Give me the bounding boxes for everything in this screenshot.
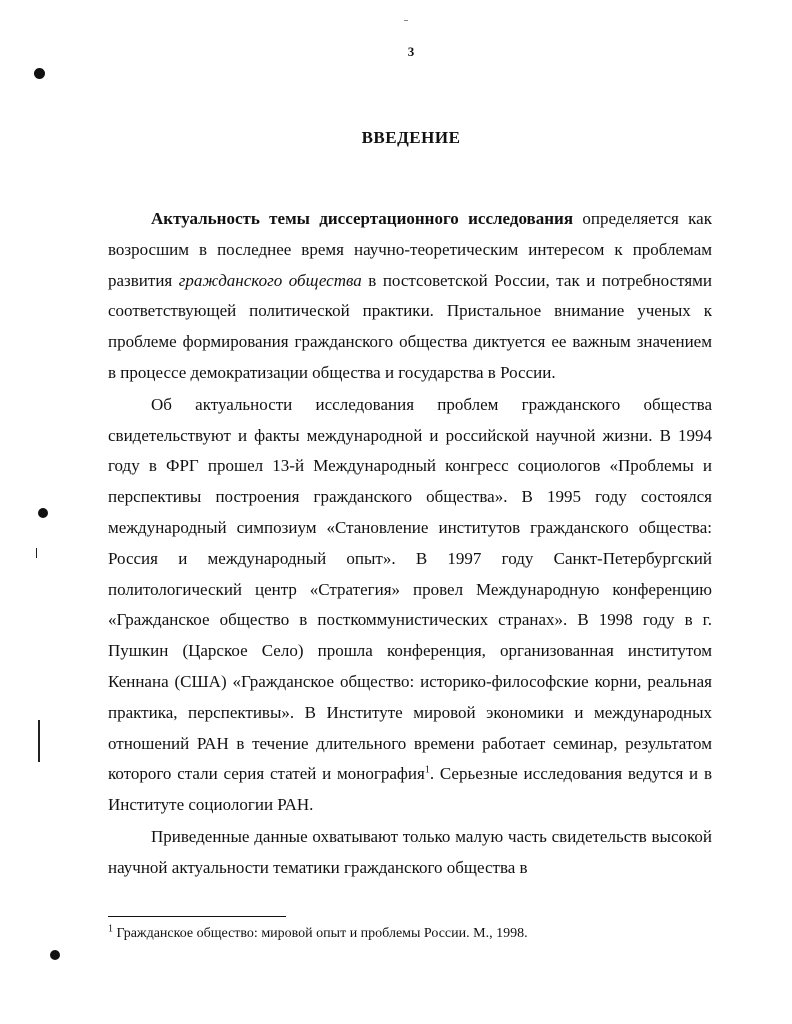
body-text	[108, 204, 712, 884]
paragraph-scientific-events	[108, 390, 712, 821]
paragraph-relevance-part2: в постсоветской России, так и потребностями соответствующей политической практики. Пристальное внимание ученых к проблеме формирования гражданского общества диктуется ее важным значением в процессе демократизации общества и государства в России.	[108, 270, 713, 382]
paragraph-relevance	[108, 204, 712, 389]
paragraph-relevance-part1: определяется как возросшим в последнее время научно-теоретическим интересом к проблемам развития	[108, 209, 712, 290]
scan-margin-line	[38, 720, 40, 762]
paragraph-summary-text: Приведенные данные охватывают только малую часть свидетельств высокой научной актуальности тематики гражданского общества в	[108, 826, 712, 877]
scan-top-tick	[404, 20, 408, 21]
footnote-divider	[108, 916, 286, 917]
footnote	[108, 923, 528, 942]
page-number: 3	[407, 44, 415, 59]
scan-punch-hole-top	[34, 68, 45, 79]
paragraph-events-text: Об актуальности исследования проблем гражданского общества свидетельствуют и факты международной и российской научной жизни. В 1994 году в ФРГ прошел 13-й Международный конгресс социологов «Проблемы и перспективы построения гражданского общества». В 1995 году состоялся международный симпозиум «Становление институтов гражданского общества: Россия и международный опыт». В 1997 году Санкт-Петербургский политологический центр «Стратегия» провел Международную конференцию «Гражданское общество в посткоммунистических странах». В 1998 году в г. Пушкин (Царское Село) прошла конференция, организованная институтом Кеннана (США) «Гражданское общество: историко-философские корни, реальная практика, перспективы». В Институте мировой экономики и международных отношений РАН в течение длительного времени работает семинар, результатом которого стали серия статей и монография	[108, 394, 712, 784]
paragraph-summary	[108, 822, 712, 884]
scan-punch-hole-middle	[38, 508, 48, 518]
footnote-ref: 1	[424, 764, 430, 776]
scan-margin-tick	[36, 548, 37, 558]
relevance-lead: Актуальность темы диссертационного исследования	[151, 209, 574, 228]
page-title: ВВЕДЕНИЕ	[361, 128, 461, 147]
footnote-text: Гражданское общество: мировой опыт и проблемы России. М., 1998.	[113, 926, 528, 941]
civil-society-term: гражданского общества	[178, 270, 362, 290]
paragraph-events-text-after: . Серьезные исследования ведутся и в Институте социологии РАН.	[108, 764, 712, 815]
scan-punch-hole-bottom	[50, 950, 60, 960]
footnote-marker: 1	[108, 923, 113, 935]
